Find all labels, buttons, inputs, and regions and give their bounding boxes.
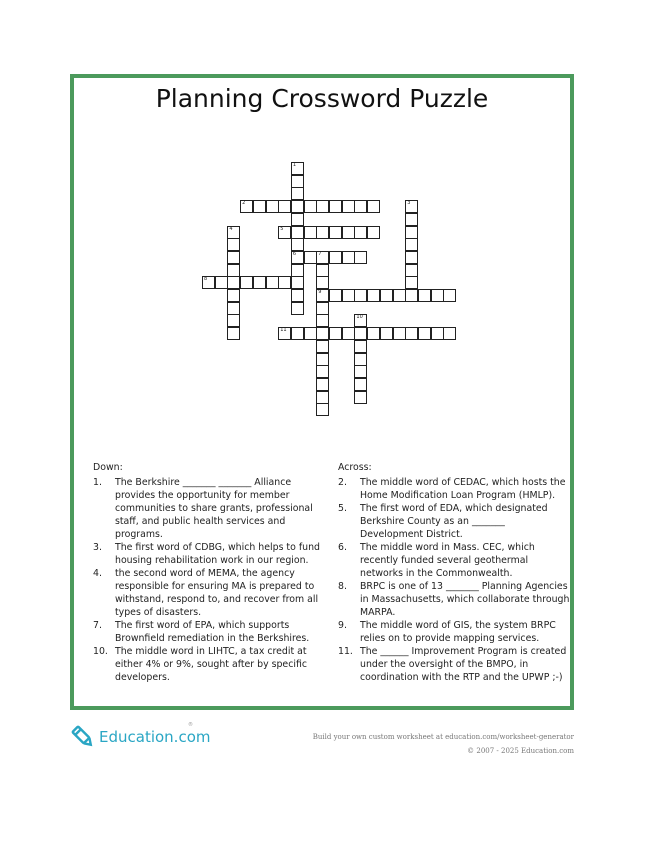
crossword-cell: [405, 226, 418, 239]
cell-number: 7: [318, 250, 322, 257]
cell-number: 9: [318, 289, 322, 295]
crossword-cell: [405, 327, 418, 340]
crossword-cell: [253, 276, 266, 289]
crossword-cell: [240, 200, 253, 213]
crossword-cell: [316, 403, 329, 416]
crossword-cell: [291, 327, 304, 340]
clue-text: The middle word in Mass. CEC, which recently funded several geothermal networks in the Commonwealth.: [360, 542, 535, 579]
crossword-cell: [291, 213, 304, 226]
clue-across-8: [338, 580, 570, 619]
crossword-cell: [316, 340, 329, 353]
crossword-cell: [291, 276, 304, 289]
crossword-cell: [354, 378, 367, 391]
down-heading: Down:: [93, 462, 123, 473]
clue-down-7: [93, 619, 323, 645]
crossword-cell: [266, 200, 279, 213]
crossword-cell: [266, 276, 279, 289]
cell-number: 10: [356, 314, 363, 321]
crossword-cell: [291, 238, 304, 251]
crossword-cell: [227, 314, 240, 327]
crossword-cell: [329, 251, 342, 264]
crossword-cell: [443, 289, 456, 302]
crossword-cell: [418, 327, 431, 340]
crossword-cell: [393, 327, 406, 340]
clue-across-5: [338, 502, 570, 541]
clue-text: BRPC is one of 13 _______ Planning Agencies in Massachusetts, which collaborate through MARPA.: [360, 581, 570, 618]
crossword-cell: [316, 226, 329, 239]
crossword-cell: [342, 327, 355, 340]
clue-text: The first word of EPA, which supports Brownfield remediation in the Berkshires.: [115, 620, 310, 644]
clue-text: The middle word of GIS, the system BRPC relies on to provide mapping services.: [360, 620, 556, 644]
cell-number: 1: [292, 162, 297, 168]
crossword-cell: [202, 276, 215, 289]
crossword-cell: [354, 200, 367, 213]
logo-text: Education.com: [99, 728, 211, 746]
page-title: Planning Crossword Puzzle: [155, 84, 489, 113]
crossword-cell: [367, 226, 380, 239]
crossword-cell: [227, 327, 240, 340]
crossword-cell: [291, 187, 304, 200]
crossword-cell: [291, 289, 304, 302]
crossword-cell: [227, 276, 240, 289]
crossword-cell: [278, 327, 291, 340]
crossword-cell: [304, 327, 317, 340]
crossword-cell: [380, 289, 393, 302]
crossword-cell: [443, 327, 456, 340]
crossword-cell: [291, 251, 304, 264]
crossword-cell: [278, 276, 291, 289]
clue-text: The Berkshire _______ _______ Alliance provides the opportunity for member communities to share grants, professional staff, and public health services and programs.: [115, 477, 313, 540]
crossword-cell: [354, 226, 367, 239]
crossword-cell: [354, 327, 367, 340]
crossword-cell: [291, 264, 304, 277]
crossword-cell: [316, 276, 329, 289]
clue-number: 9.: [338, 620, 347, 631]
crossword-cell: [240, 276, 253, 289]
clue-number: 4.: [93, 568, 102, 579]
crossword-cell: [304, 251, 317, 264]
crossword-cell: [291, 175, 304, 188]
crossword-cell: [316, 378, 329, 391]
crossword-cell: [431, 289, 444, 302]
registered-mark: ®: [188, 722, 193, 728]
clue-number: 6.: [338, 542, 347, 553]
clue-number: 7.: [93, 620, 102, 631]
crossword-cell: [316, 391, 329, 404]
crossword-cell: [253, 200, 266, 213]
crossword-cell: [329, 327, 342, 340]
clue-number: 3.: [93, 542, 102, 553]
crossword-cell: [227, 264, 240, 277]
clue-text: The first word of CDBG, which helps to fund housing rehabilitation work in our region.: [115, 542, 320, 566]
crossword-cell: [367, 200, 380, 213]
clue-text: The ______ Improvement Program is created under the oversight of the BMPO, in coordination with the RTP and the UPWP ;-): [360, 646, 567, 683]
crossword-cell: [367, 327, 380, 340]
clue-number: 8.: [338, 581, 347, 592]
crossword-cell: [227, 302, 240, 315]
clue-across-11: [338, 645, 570, 684]
crossword-grid: [74, 78, 570, 438]
crossword-cell: [405, 289, 418, 302]
crossword-cell: [431, 327, 444, 340]
crossword-cell: [380, 327, 393, 340]
education-logo[interactable]: [70, 722, 210, 752]
cell-number: 2: [242, 200, 246, 207]
clue-number: 1.: [93, 477, 102, 488]
crossword-cell: [316, 353, 329, 366]
crossword-cell: [393, 289, 406, 302]
crossword-cell: [316, 314, 329, 327]
clue-down-1: [93, 476, 323, 541]
crossword-cell: [215, 276, 228, 289]
crossword-cell: [405, 276, 418, 289]
crossword-cell: [227, 251, 240, 264]
crossword-cell: [405, 213, 418, 226]
crossword-cell: [316, 327, 329, 340]
clue-text: The middle word of CEDAC, which hosts the Home Modification Loan Program (HMLP).: [360, 477, 566, 501]
crossword-cell: [354, 365, 367, 378]
crossword-cell: [316, 251, 329, 264]
clue-number: 11.: [338, 646, 353, 657]
crossword-cell: [304, 226, 317, 239]
crossword-cell: [291, 162, 304, 175]
down-clues: [93, 461, 323, 684]
crossword-cell: [354, 391, 367, 404]
crossword-cell: [354, 251, 367, 264]
clue-number: 2.: [338, 477, 347, 488]
across-clues: [338, 461, 570, 684]
crossword-cell: [405, 264, 418, 277]
clue-number: 10.: [93, 646, 108, 657]
crossword-cell: [342, 289, 355, 302]
clue-down-4: [93, 567, 323, 619]
crossword-cell: [329, 289, 342, 302]
crossword-cell: [329, 200, 342, 213]
cell-number: 8: [204, 276, 208, 283]
crossword-cell: [342, 200, 355, 213]
crossword-cell: [304, 200, 317, 213]
crossword-cell: [329, 226, 342, 239]
crossword-cell: [227, 289, 240, 302]
crossword-cell: [354, 314, 367, 327]
clue-down-3: [93, 541, 323, 567]
worksheet-frame: [70, 74, 574, 710]
cell-number: 6: [292, 250, 297, 257]
crossword-cell: [291, 226, 304, 239]
cell-number: 11: [280, 327, 287, 334]
crossword-cell: [278, 226, 291, 239]
crossword-cell: [367, 289, 380, 302]
crossword-cell: [316, 289, 329, 302]
footer-generator-link[interactable]: Build your own custom worksheet at education.com/worksheet-generator: [312, 733, 574, 741]
crossword-cell: [405, 200, 418, 213]
crossword-cell: [316, 200, 329, 213]
crossword-cell: [342, 226, 355, 239]
crossword-cell: [316, 365, 329, 378]
cell-number: 3: [407, 200, 411, 207]
crossword-cell: [405, 238, 418, 251]
crossword-cell: [316, 264, 329, 277]
crossword-cell: [354, 289, 367, 302]
crossword-cell: [278, 200, 291, 213]
clue-text: The middle word in LIHTC, a tax credit at either 4% or 9%, sought after by specific developers.: [115, 646, 308, 683]
cell-number: 4: [229, 225, 233, 232]
crossword-cell: [342, 251, 355, 264]
crossword-cell: [354, 340, 367, 353]
clue-down-10: [93, 645, 323, 684]
clue-number: 5.: [338, 503, 347, 514]
clue-text: The first word of EDA, which designated Berkshire County as an _______ Development District.: [360, 503, 548, 540]
crossword-cell: [316, 302, 329, 315]
clue-across-2: [338, 476, 570, 502]
footer-copyright: © 2007 - 2025 Education.com: [467, 747, 574, 755]
crossword-cell: [418, 289, 431, 302]
crossword-cell: [354, 353, 367, 366]
clue-across-9: [338, 619, 570, 645]
across-heading: Across:: [338, 462, 372, 473]
crossword-cell: [405, 251, 418, 264]
cell-number: 5: [280, 225, 284, 232]
crossword-cell: [227, 226, 240, 239]
clue-across-6: [338, 541, 570, 580]
clue-text: the second word of MEMA, the agency responsible for ensuring MA is prepared to withstand, respond to, and recover from all types of disasters.: [115, 568, 319, 618]
crossword-cell: [291, 200, 304, 213]
pencil-logo-icon: [70, 724, 96, 750]
crossword-cell: [291, 302, 304, 315]
crossword-cell: [227, 238, 240, 251]
